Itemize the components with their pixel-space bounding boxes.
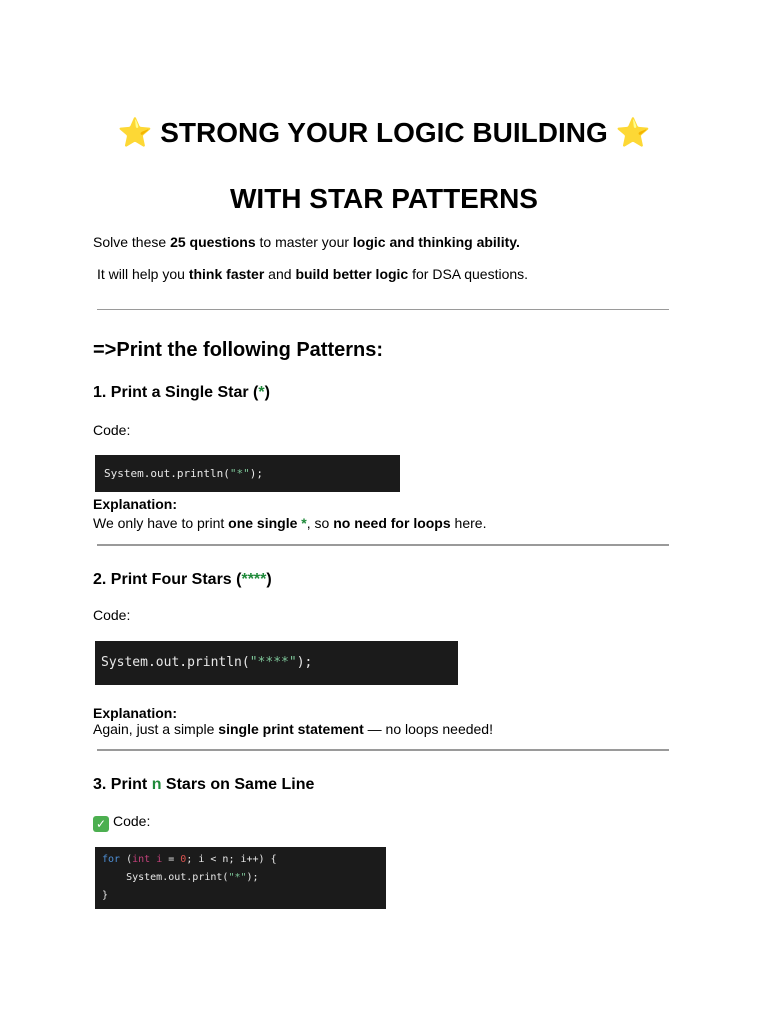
explanation-label: Explanation: [93,705,178,721]
code-text: System.out.print( [102,872,229,883]
explanation-bold: no need for loops [333,515,451,531]
code-number: 0 [180,854,187,865]
code-block-3 [95,847,386,909]
intro-bold: logic and thinking ability. [352,234,520,250]
explanation-part: We only have to print [93,515,229,531]
code-label: Code: [93,607,131,623]
explanation-bold: single print statement [218,721,364,737]
star-symbol: * [258,384,265,401]
code-line-2 [102,869,386,887]
intro-text: to master your [255,234,353,250]
star-symbol: * [301,515,307,531]
explanation-part: , so [306,515,334,531]
explanation-part: — no loops needed! [363,721,493,737]
explanation-text [93,720,493,738]
question-title-text: ) [264,384,270,401]
title-text-line1: STRONG YOUR LOGIC BUILDING [160,117,608,148]
code-line-3: } [102,890,109,901]
intro-line-1 [93,233,520,251]
section-heading: =>Print the following Patterns: [93,339,384,361]
intro-bold: think faster [188,266,265,282]
page-title-line2: WITH STAR PATTERNS [230,183,538,214]
code-text: System.out.println( [104,467,230,480]
question-3-title [93,774,314,796]
question-title-text: ) [266,571,272,588]
explanation-text [93,514,486,532]
star-icon: ⭐ [615,117,651,148]
intro-text: Solve these [93,234,171,250]
code-block-2 [95,641,458,685]
question-title-text: Stars on Same Line [161,776,315,793]
question-title-text: 3. Print [93,776,152,793]
divider [97,544,669,546]
code-string: "*" [228,872,247,883]
code-text: ); [249,467,263,480]
code-label [93,812,150,832]
intro-text: It will help you [97,266,189,282]
star-icon: ⭐ [117,117,153,148]
code-text: = [162,854,181,865]
code-label-text: Code: [113,813,151,829]
divider [97,309,669,310]
code-variable: i [150,854,163,865]
star-symbol: **** [241,571,267,588]
page-title-line1 [0,116,768,150]
code-string: "*" [229,467,250,480]
code-line-1 [102,851,386,869]
question-title-text: 1. Print a Single Star ( [93,384,259,401]
code-text: ); [296,655,313,670]
divider [97,749,669,751]
code-text: System.out.println( [101,655,250,670]
code-keyword: for [102,854,121,865]
intro-text: and [264,266,296,282]
question-2-title [93,569,272,591]
intro-line-2 [97,265,528,283]
code-text: ); [246,872,259,883]
question-title-text: 2. Print Four Stars ( [93,571,242,588]
intro-text: for DSA questions. [408,266,529,282]
code-type: int [132,854,151,865]
intro-bold: 25 questions [170,234,256,250]
explanation-part: here. [450,515,487,531]
code-label: Code: [93,422,131,438]
explanation-bold: one single [228,515,302,531]
variable-n: n [151,776,162,793]
question-1-title [93,382,270,404]
explanation-part: Again, just a simple [93,721,219,737]
intro-bold: build better logic [295,266,409,282]
check-mark-icon: ✓ [93,816,109,832]
explanation-label: Explanation: [93,496,178,512]
code-block-1 [95,455,400,492]
code-text: ( [120,854,133,865]
code-text: ; i < n; i++) { [186,854,277,865]
code-string: "****" [249,655,297,670]
